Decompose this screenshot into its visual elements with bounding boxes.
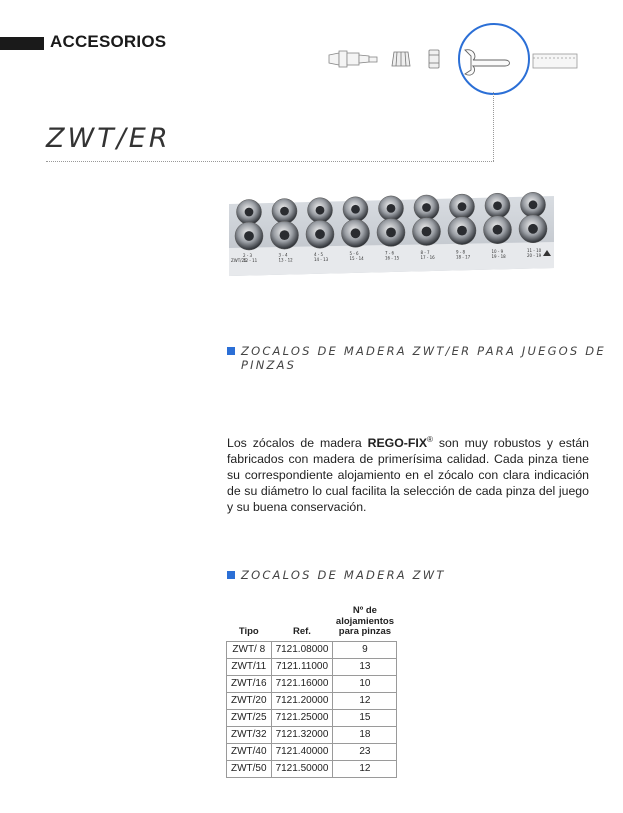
cell-ref: 7121.50000 xyxy=(271,760,333,777)
collet-size-label: 20 - 19 xyxy=(527,253,542,259)
table-row xyxy=(227,658,397,675)
table-row xyxy=(227,641,397,658)
collet-size-label: 14 - 13 xyxy=(314,256,329,262)
header-n-line1: Nº de xyxy=(352,605,377,616)
table-row xyxy=(227,675,397,692)
cell-n: 9 xyxy=(333,641,397,658)
header-n-line2: alojamientos xyxy=(335,615,394,627)
collet-size-label: 3 - 4 xyxy=(278,252,288,258)
desc-part1: Los zócalos de madera xyxy=(227,436,368,451)
collet-size-label: 8 - 7 xyxy=(420,250,430,255)
collet-bore xyxy=(316,206,325,215)
collet-bore xyxy=(244,231,254,241)
collet-size-label: 10 - 9 xyxy=(491,248,504,254)
table-row xyxy=(227,760,397,777)
cell-tipo: ZWT/32 xyxy=(227,726,272,743)
collet-bore xyxy=(280,230,290,240)
cell-ref: 7121.16000 xyxy=(271,675,333,692)
collet-bore xyxy=(422,227,432,237)
collet-bore xyxy=(386,228,396,238)
collet-bore xyxy=(458,202,467,211)
collet-size-label: 17 - 16 xyxy=(420,255,435,260)
title-dotted-rule xyxy=(46,161,494,162)
brand-name: REGO-FIX xyxy=(367,436,428,451)
collet-size-label: 12 - 11 xyxy=(243,258,258,263)
socket-icon xyxy=(533,54,577,68)
registered-mark: ® xyxy=(427,435,433,444)
collet-bore xyxy=(493,225,503,235)
collet-bore xyxy=(351,228,361,238)
collet-icon xyxy=(392,52,410,66)
collet-bore xyxy=(315,229,325,239)
collet-size-label: 9 - 8 xyxy=(456,249,466,255)
section-bar xyxy=(0,37,44,50)
collet-size-label: 19 - 18 xyxy=(491,253,506,259)
cell-n: 10 xyxy=(333,675,397,692)
cell-n: 12 xyxy=(333,760,397,777)
collet-bore xyxy=(457,226,467,236)
collet-bore xyxy=(280,207,289,216)
table-header-row xyxy=(227,606,397,641)
cell-ref: 7121.40000 xyxy=(271,743,333,760)
cell-ref: 7121.32000 xyxy=(271,726,333,743)
header-n-line3: para pinzas xyxy=(338,626,392,637)
collet-bore xyxy=(387,204,396,213)
section-title: ACCESORIOS xyxy=(50,32,167,51)
cell-ref: 7121.25000 xyxy=(271,709,333,726)
collet-bore xyxy=(528,224,538,234)
cell-tipo: ZWT/25 xyxy=(227,709,272,726)
cell-n: 23 xyxy=(333,743,397,760)
header-ref: Ref. xyxy=(271,606,333,641)
cell-tipo: ZWT/40 xyxy=(227,743,272,760)
cell-ref: 7121.08000 xyxy=(271,641,333,658)
collet-size-label: 4 - 5 xyxy=(314,251,324,257)
collet-size-label: 15 - 14 xyxy=(349,256,364,262)
collet-bore xyxy=(529,200,538,209)
section-heading-zwt-er: ZOCALOS DE MADERA ZWT/ER PARA JUEGOS DE PINZAS xyxy=(241,344,606,372)
connector-line-vertical xyxy=(493,92,494,161)
collet-size-label: 5 - 6 xyxy=(349,251,359,257)
nut-icon xyxy=(429,50,439,68)
description-paragraph xyxy=(227,432,589,515)
collet-size-label: 16 - 15 xyxy=(385,255,400,261)
cell-tipo: ZWT/11 xyxy=(227,658,272,675)
bullet-square xyxy=(227,347,235,355)
cell-tipo: ZWT/20 xyxy=(227,692,272,709)
cell-n: 12 xyxy=(333,692,397,709)
collet-bore xyxy=(422,203,431,212)
collet-size-label: 13 - 12 xyxy=(278,257,293,263)
cell-n: 18 xyxy=(333,726,397,743)
selected-accessory-highlight xyxy=(458,23,530,95)
cell-tipo: ZWT/16 xyxy=(227,675,272,692)
desc-part2: son muy robustos y están fabricados con madera de primerísima calidad. Cada pinza tiene su correspondiente alojamiento en el zócalo con clara indicación de su diámetro lo cual facilita la selección de cada pinza del juego y su buena conservación. xyxy=(227,436,589,515)
table-row xyxy=(227,692,397,709)
header-alojamientos xyxy=(333,606,397,641)
table-row xyxy=(227,726,397,743)
cell-ref: 7121.20000 xyxy=(271,692,333,709)
accessory-icons xyxy=(325,40,585,80)
section-heading-zwt: ZOCALOS DE MADERA ZWT xyxy=(241,568,446,582)
table-row xyxy=(227,709,397,726)
tool-holder-icon xyxy=(329,51,377,67)
base-model-mark: ZWT/25 xyxy=(231,258,247,263)
cell-n: 15 xyxy=(333,709,397,726)
header-tipo: Tipo xyxy=(227,606,272,641)
cell-tipo: ZWT/50 xyxy=(227,760,272,777)
collet-size-label: 18 - 17 xyxy=(456,254,471,260)
collet-size-label: 11 - 10 xyxy=(527,248,542,254)
collet-bore xyxy=(493,201,502,210)
cell-n: 13 xyxy=(333,658,397,675)
collet-bore xyxy=(351,205,360,214)
collet-size-label: 2 - 3 xyxy=(243,253,253,258)
table-row xyxy=(227,743,397,760)
bullet-square xyxy=(227,571,235,579)
collet-bore xyxy=(245,208,254,217)
cell-ref: 7121.11000 xyxy=(271,658,333,675)
spec-table xyxy=(226,606,397,778)
collet-size-label: 7 - 6 xyxy=(385,250,395,256)
cell-tipo: ZWT/ 8 xyxy=(227,641,272,658)
collet-block-image xyxy=(229,186,554,276)
product-code-title: ZWT/ER xyxy=(46,123,171,154)
